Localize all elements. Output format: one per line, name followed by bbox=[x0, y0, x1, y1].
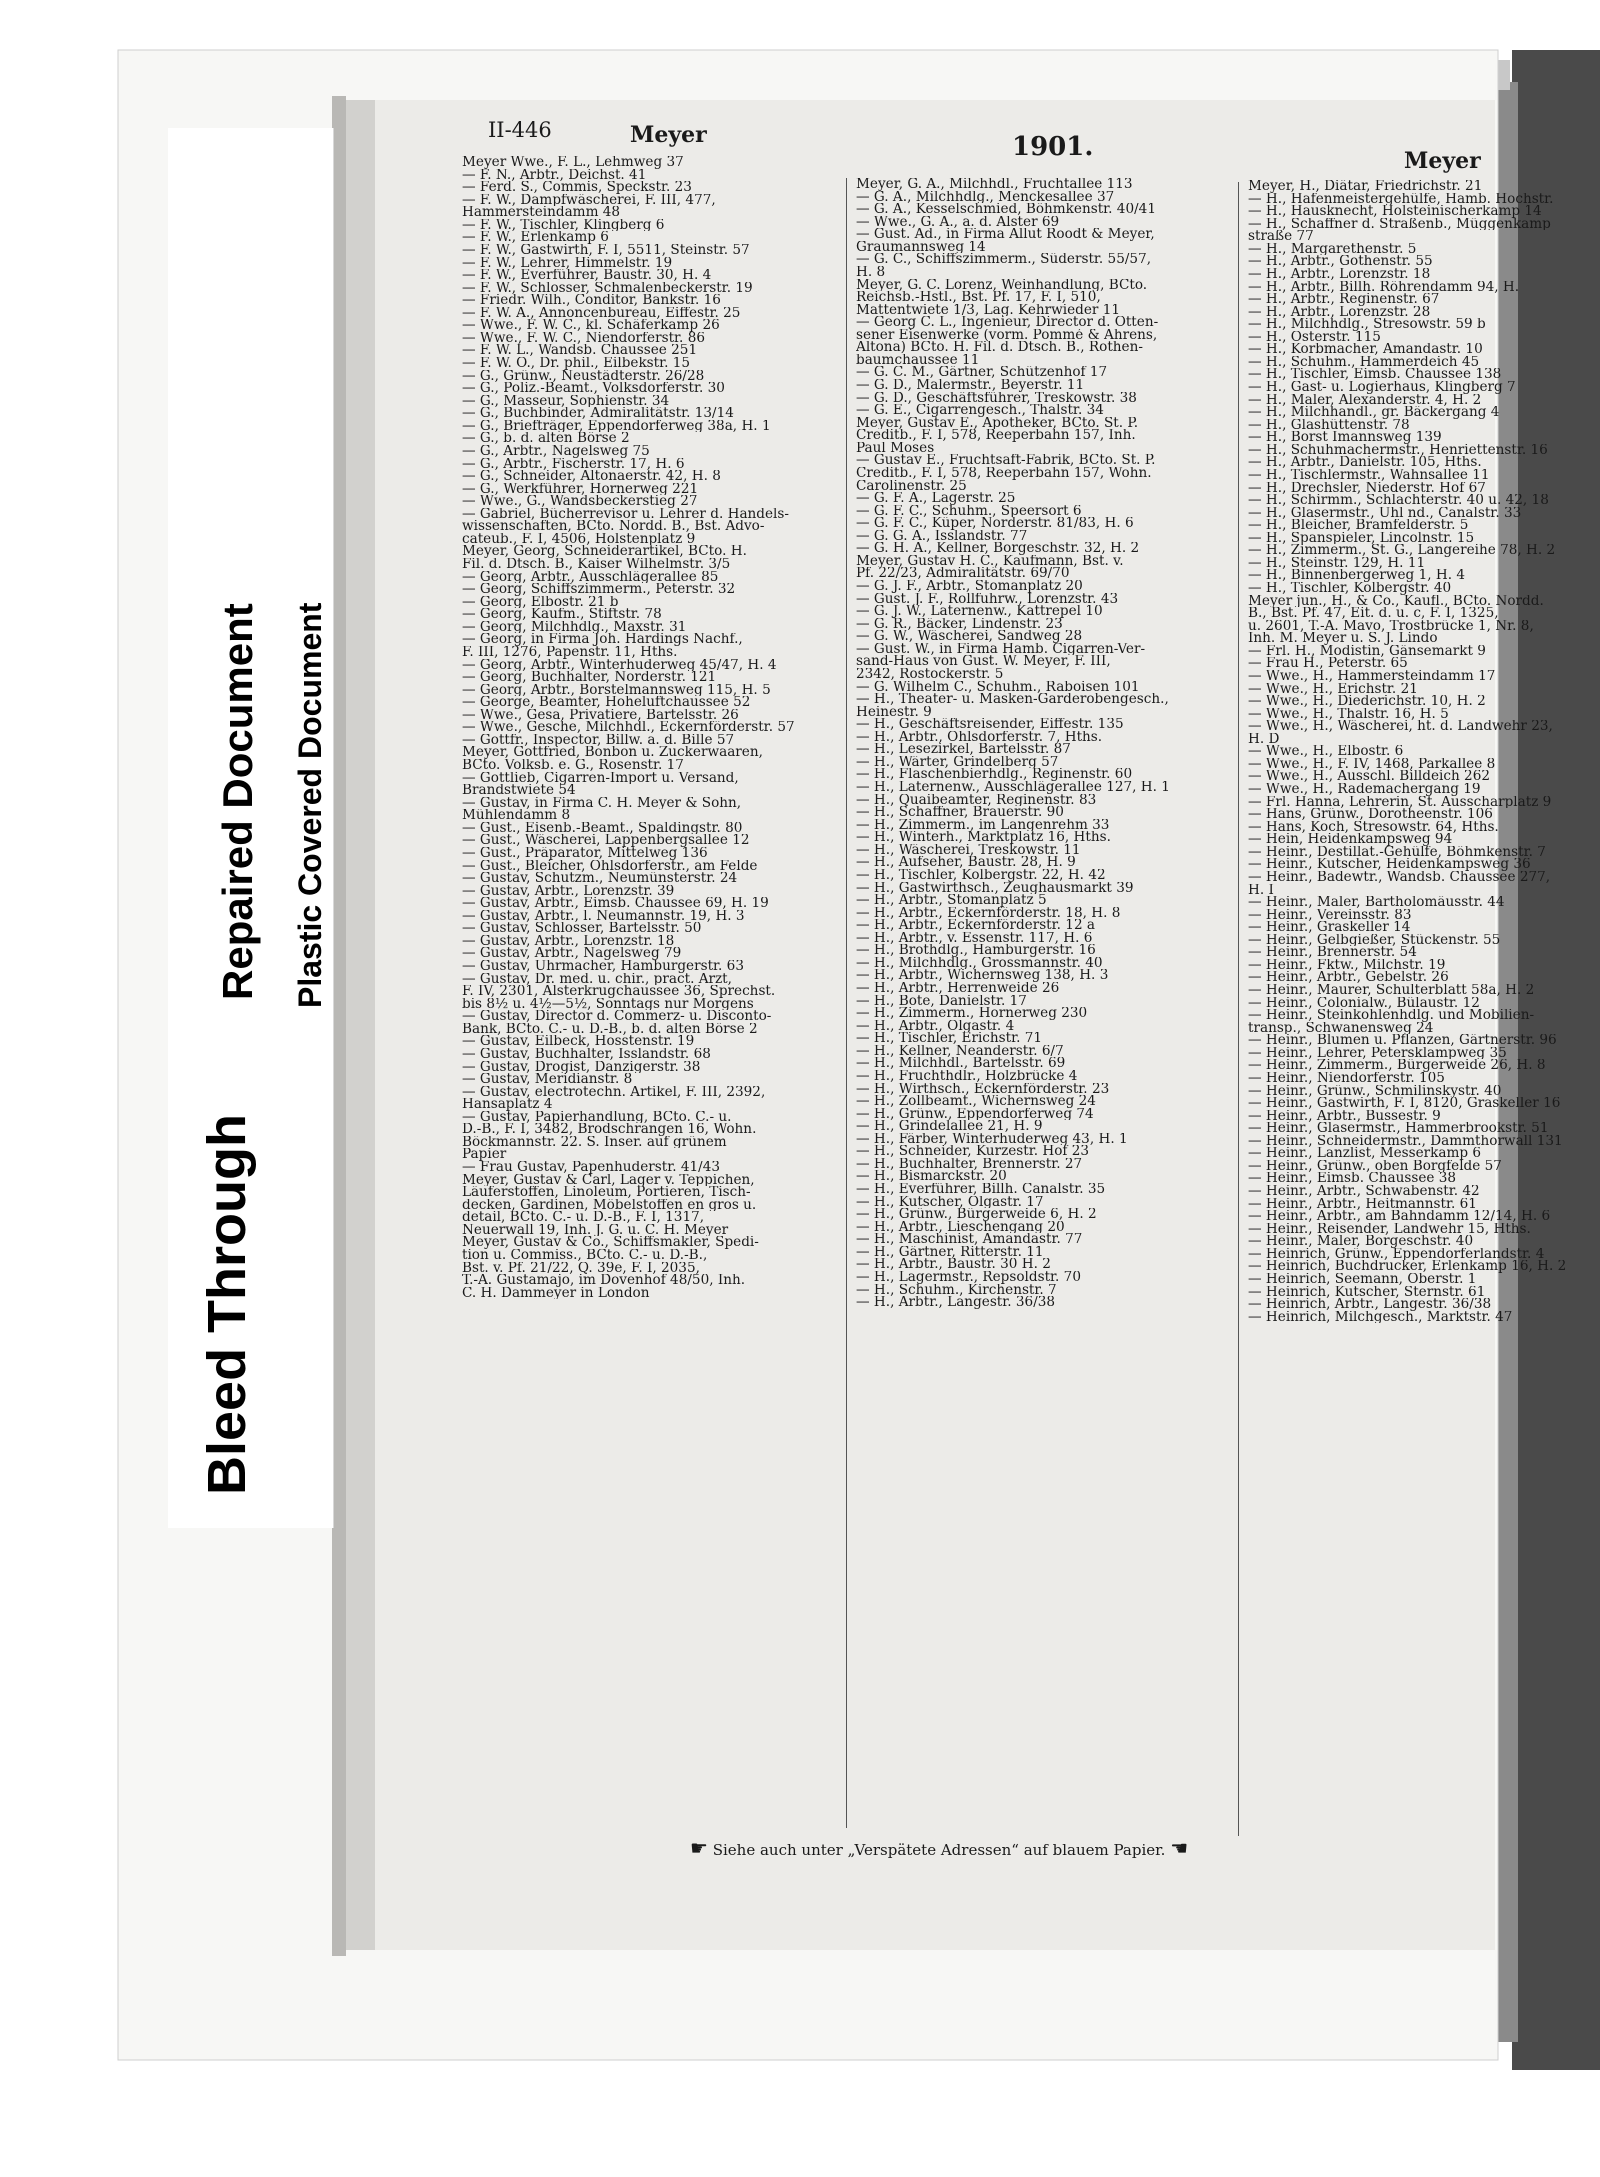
directory-entry-line: — H., Glashüttenstr. 78 bbox=[1248, 418, 1410, 432]
directory-entry-line: Bst. v. Pf. 21/22, Q. 39e, F. I, 2035, bbox=[462, 1261, 700, 1275]
directory-entry-line: F. III, 1276, Papenstr. 11, Hths. bbox=[462, 645, 678, 659]
directory-entry-line: — H., Arbtr., Lieschengang 20 bbox=[856, 1220, 1065, 1234]
directory-entry-line: — Heinr., Arbtr., Heitmannstr. 61 bbox=[1248, 1197, 1477, 1211]
directory-entry-line: — F. W. O., Dr. phil., Eilbekstr. 15 bbox=[462, 357, 691, 370]
directory-entry-line: — G. D., Geschäftsführer, Treskowstr. 38 bbox=[856, 391, 1137, 405]
directory-entry-line: — Hans, Grünw., Dorotheenstr. 106 bbox=[1248, 808, 1493, 821]
directory-entry-line: — G. F. C., Schuhm., Speersort 6 bbox=[856, 504, 1082, 518]
directory-entry-line: — Heinr., Niendorferstr. 105 bbox=[1248, 1071, 1445, 1085]
directory-entry-line: — Heinr., Maler, Borgeschstr. 40 bbox=[1248, 1235, 1474, 1248]
directory-entry-line: — H., Fruchthdlr., Holzbrücke 4 bbox=[856, 1069, 1078, 1083]
directory-entry-line: — G., Schneider, Altonaerstr. 42, H. 8 bbox=[462, 470, 721, 483]
directory-entry-line: Mühlendamm 8 bbox=[462, 809, 571, 822]
directory-entry-line: — Gust. J. F., Rollfuhrw., Lorenzstr. 43 bbox=[856, 592, 1119, 606]
directory-entry-line: baumchaussee 11 bbox=[856, 353, 980, 367]
directory-entry-line: — Gust. W., in Firma Hamb. Cigarren-Ver- bbox=[856, 642, 1146, 656]
directory-entry-line: — H., Schaffner, Brauerstr. 90 bbox=[856, 806, 1064, 819]
directory-entry-line: — H., Schuhmachermstr., Henriettenstr. 16 bbox=[1248, 443, 1548, 457]
directory-entry-line: — H., Drechsler, Niederstr. Hof 67 bbox=[1248, 481, 1486, 495]
directory-entry-line: — Heinr., Grünw., oben Borgfelde 57 bbox=[1248, 1159, 1502, 1173]
directory-entry-line: — Gustav, Drogist, Danzigerstr. 38 bbox=[462, 1060, 701, 1074]
directory-entry-line: — Wwe., H., Erichstr. 21 bbox=[1248, 682, 1418, 696]
directory-entry-line: — H., Lesezirkel, Bartelsstr. 87 bbox=[856, 743, 1071, 756]
directory-entry-line: D.-B., F. I, 3482, Brodschrangen 16, Wohn. bbox=[462, 1123, 757, 1136]
directory-entry-line: — H., Arbtr., Eckernförderstr. 12 a bbox=[856, 919, 1096, 932]
directory-entry-line: — Gust., Wäscherei, Lappenbergsallee 12 bbox=[462, 834, 750, 847]
directory-entry-line: Meyer, G. A., Milchhdl., Fruchtallee 113 bbox=[856, 178, 1133, 191]
directory-entry-line: Neuerwall 19, Inh. J. G. u. C. H. Meyer bbox=[462, 1223, 729, 1237]
directory-entry-line: Carolinenstr. 25 bbox=[856, 479, 967, 493]
directory-entry-line: — H., Everführer, Billh. Canalstr. 35 bbox=[856, 1183, 1106, 1196]
directory-entry-line: — G., Werkführer, Hornerweg 221 bbox=[462, 482, 699, 496]
directory-entry-line: — F. W., Dampfwäscherei, F. III, 477, bbox=[462, 193, 716, 207]
column-rule bbox=[846, 178, 847, 1828]
directory-entry-line: F. IV, 2301, Alsterkrugchaussee 36, Sprechst. bbox=[462, 985, 776, 998]
directory-entry-line: — H., Glasermstr., Uhl nd., Canalstr. 33 bbox=[1248, 506, 1522, 520]
directory-entry-line: — Heinrich, Buchdrucker, Erlenkamp 16, H. 2 bbox=[1248, 1260, 1567, 1273]
directory-entry-line: — Gust., Bleicher, Ohlsdorferstr., am Felde bbox=[462, 859, 758, 873]
directory-entry-line: — Wwe., F. W. C., kl. Schäferkamp 26 bbox=[462, 319, 720, 332]
directory-entry-line: sener Eisenwerke (vorm. Pommé & Ahrens, bbox=[856, 328, 1158, 342]
directory-entry-line: — Gustav E., Fruchtsaft-Fabrik, BCto. St. P. bbox=[856, 454, 1156, 467]
directory-entry-line: — H., Gastwirthsch., Zeughausmarkt 39 bbox=[856, 881, 1134, 895]
directory-entry-line: — Wwe., H., Thalstr. 16, H. 5 bbox=[1248, 707, 1449, 721]
directory-entry-line: — Wwe., H., Diederichstr. 10, H. 2 bbox=[1248, 695, 1486, 708]
directory-entry-line: — Heinr., Arbtr., Gebelstr. 26 bbox=[1248, 971, 1449, 984]
directory-entry-line: Creditb., F. I, 578, Reeperbahn 157, Inh. bbox=[856, 429, 1136, 442]
directory-entry-line: Inh. M. Meyer u. S. J. Lindo bbox=[1248, 632, 1438, 645]
directory-entry-line: Hammersteindamm 48 bbox=[462, 206, 621, 219]
directory-entry-line: Meyer, Georg, Schneiderartikel, BCto. H. bbox=[462, 545, 747, 558]
running-head-right: Meyer bbox=[1404, 148, 1481, 174]
directory-entry-line: 2342, Rostockerstr. 5 bbox=[856, 667, 1004, 681]
directory-entry-line: Meyer Wwe., F. L., Lehmweg 37 bbox=[462, 156, 684, 169]
directory-entry-line: — Wwe., H., Ausschl. Billdeich 262 bbox=[1248, 770, 1490, 783]
directory-entry-line: — H., Spanspieler, Lincolnstr. 15 bbox=[1248, 531, 1475, 545]
directory-entry-line: Böckmannstr. 22. S. Inser. auf grünem bbox=[462, 1135, 727, 1149]
directory-entry-line: — George, Beamter, Hoheluftchaussee 52 bbox=[462, 696, 751, 709]
directory-entry-line: — G. J. W., Laternenw., Kattrepel 10 bbox=[856, 605, 1103, 618]
directory-entry-line: — H., Arbtr., Gothenstr. 55 bbox=[1248, 255, 1433, 268]
directory-entry-line: C. H. Dammeyer in London bbox=[462, 1286, 650, 1300]
directory-entry-line: — H., Hausknecht, Holsteinischerkamp 14 bbox=[1248, 205, 1542, 218]
directory-entry-line: — G. F. C., Küper, Norderstr. 81/83, H. 6 bbox=[856, 517, 1134, 530]
directory-entry-line: decken, Gardinen, Möbelstoffen en gros u. bbox=[462, 1198, 757, 1212]
directory-entry-line: Mattentwiete 1/3, Lag. Kehrwieder 11 bbox=[856, 303, 1121, 317]
directory-entry-line: H. I bbox=[1248, 883, 1274, 897]
directory-entry-line: — Heinr., Gelbgießer, Stückenstr. 55 bbox=[1248, 933, 1501, 947]
directory-entry-line: — H., Osterstr. 115 bbox=[1248, 330, 1381, 344]
directory-entry-line: — Gustav, Meridianstr. 8 bbox=[462, 1073, 633, 1086]
directory-entry-line: — Hein, Heidenkampsweg 94 bbox=[1248, 833, 1453, 846]
directory-entry-line: — G., b. d. alten Börse 2 bbox=[462, 432, 630, 445]
directory-entry-line: — Gustav, Eilbeck, Hosstenstr. 19 bbox=[462, 1035, 695, 1048]
directory-entry-line: — H., Aufseher, Baustr. 28, H. 9 bbox=[856, 856, 1076, 869]
directory-entry-line: — Georg, Milchhdlg., Maxstr. 31 bbox=[462, 620, 687, 634]
directory-entry-line: — G., Arbtr., Nagelsweg 75 bbox=[462, 444, 650, 458]
directory-entry-line: — H., Grindelallee 21, H. 9 bbox=[856, 1120, 1043, 1133]
directory-entry-line: — Gustav, Arbtr., Eimsb. Chaussee 69, H. 19 bbox=[462, 897, 769, 910]
directory-entry-line: — Heinr., Gastwirth, F. I, 8120, Graskeller 16 bbox=[1248, 1097, 1561, 1110]
directory-entry-line: u. 2601, T.-A. Mavo, Trostbrücke 1, Nr. 8, bbox=[1248, 619, 1534, 633]
directory-entry-line: — G. W., Wäscherei, Sandweg 28 bbox=[856, 630, 1083, 643]
directory-entry-line: — H., Arbtr., Lorenzstr. 18 bbox=[1248, 267, 1431, 281]
directory-entry-line: — H., Schuhm., Hammerdeich 45 bbox=[1248, 355, 1480, 369]
page-number: II-446 bbox=[488, 118, 552, 142]
directory-entry-line: — H., Milchhdlg., Stresowstr. 59 b bbox=[1248, 318, 1486, 331]
directory-entry-line: cateub., F. I, 4506, Holstenplatz 9 bbox=[462, 532, 696, 546]
directory-entry-line: Pf. 22/23, Admiralitätstr. 69/70 bbox=[856, 567, 1070, 580]
pointing-hand-icon: ☚ bbox=[1170, 1836, 1189, 1860]
directory-entry-line: — H., Arbtr., Billh. Röhrendamm 94, H. bbox=[1248, 280, 1520, 294]
directory-entry-line: — H., Zimmerm., Hornerweg 230 bbox=[856, 1007, 1088, 1020]
directory-entry-line: — Heinr., Fktw., Milchstr. 19 bbox=[1248, 958, 1446, 972]
directory-entry-line: Papier bbox=[462, 1148, 507, 1161]
directory-entry-line: — Gust., Eisenb.-Beamt., Spaldingstr. 80 bbox=[462, 821, 743, 835]
directory-entry-line: straße 77 bbox=[1248, 230, 1314, 243]
directory-entry-line: — Wwe., G. A., a. d. Alster 69 bbox=[856, 215, 1060, 229]
directory-entry-line: transp., Schwanensweg 24 bbox=[1248, 1021, 1434, 1035]
directory-entry-line: — Heinr., Blumen u. Pflanzen, Gärtnerstr. 96 bbox=[1248, 1034, 1557, 1047]
directory-entry-line: — H., Binnenbergerweg 1, H. 4 bbox=[1248, 569, 1466, 582]
directory-entry-line: — F. W. A., Annoncenbureau, Eiffestr. 25 bbox=[462, 306, 741, 320]
directory-entry-line: — H., Hafenmeistergehülfe, Hamb. Hochstr. bbox=[1248, 192, 1554, 206]
directory-entry-line: — Heinr., Vereinsstr. 83 bbox=[1248, 908, 1412, 922]
directory-entry-line: — G. G. A., Isslandstr. 77 bbox=[856, 529, 1028, 543]
directory-entry-line: — H., Tischler, Kolbergstr. 40 bbox=[1248, 582, 1452, 595]
directory-entry-line: Altona) BCto. H. Fil. d. Dtsch. B., Rothen- bbox=[856, 341, 1143, 354]
directory-entry-line: — Gust., Präparator, Mittelweg 136 bbox=[462, 846, 708, 860]
directory-entry-line: — H., Tischlermstr., Wahnsallee 11 bbox=[1248, 468, 1490, 482]
directory-entry-line: — Heinr., Schneidermstr., Dammthorwall 131 bbox=[1248, 1134, 1563, 1148]
directory-entry-line: — Heinr., Glasermstr., Hammerbrookstr. 51 bbox=[1248, 1122, 1549, 1135]
directory-entry-line: — Heinrich, Milchgesch., Marktstr. 47 bbox=[1248, 1310, 1513, 1324]
directory-entry-line: Bank, BCto. C.- u. D.-B., b. d. alten Börse 2 bbox=[462, 1022, 758, 1036]
directory-entry-line: — G. A., Kesselschmied, Böhmkenstr. 40/41 bbox=[856, 203, 1156, 216]
directory-entry-line: — G., Poliz.-Beamt., Volksdorferstr. 30 bbox=[462, 382, 725, 395]
directory-entry-line: — Gottfr., Inspector, Billw. a. d. Bille 57 bbox=[462, 733, 735, 747]
directory-entry-line: — H., Schneider, Kurzestr. Hof 23 bbox=[856, 1145, 1090, 1158]
directory-entry-line: — Gustav, Uhrmacher, Hamburgerstr. 63 bbox=[462, 960, 744, 973]
directory-entry-line: — Georg, Kaufm., Stiftstr. 78 bbox=[462, 608, 662, 621]
directory-entry-line: Meyer, Gustav E., Apotheker, BCto. St. P. bbox=[856, 416, 1139, 430]
directory-entry-line: — Wwe., H., Elbostr. 6 bbox=[1248, 745, 1404, 758]
directory-entry-line: — Heinr., Badewtr., Wandsb. Chaussee 277, bbox=[1248, 870, 1551, 884]
directory-entry-line: — G., Buchbinder, Admiralitätstr. 13/14 bbox=[462, 407, 734, 420]
directory-entry-line: — Heinrich, Grünw., Eppendorferlandstr. 4 bbox=[1248, 1247, 1545, 1261]
directory-entry-line: — H., Arbtr., Ohlsdorferstr. 7, Hths. bbox=[856, 730, 1103, 744]
directory-entry-line: — H., Arbtr., Stomanplatz 5 bbox=[856, 894, 1047, 907]
directory-entry-line: — Wwe., H., Wäscherei, ht. d. Landwehr 23, bbox=[1248, 720, 1553, 733]
directory-entry-line: Reichsb.-Hstl., Bst. Pf. 17, F. I, 510, bbox=[856, 291, 1101, 304]
directory-entry-line: — H., Borst Imannsweg 139 bbox=[1248, 431, 1442, 444]
directory-entry-line: — Georg, Elbostr. 21 b bbox=[462, 595, 619, 609]
directory-entry-line: — Heinrich, Kutscher, Sternstr. 61 bbox=[1248, 1285, 1486, 1299]
directory-entry-line: — F. W., Lehrer, Himmelstr. 19 bbox=[462, 256, 673, 270]
directory-entry-line: — Heinr., Arbtr., am Bahndamm 12/14, H. 6 bbox=[1248, 1210, 1551, 1223]
directory-entry-line: — H., Buchhalter, Brennerstr. 27 bbox=[856, 1157, 1083, 1171]
directory-entry-line: — Gustav, Arbtr., Lorenzstr. 39 bbox=[462, 884, 675, 898]
directory-entry-line: — H., Tischler, Eimsb. Chaussee 138 bbox=[1248, 368, 1502, 381]
directory-entry-line: — F. W., Gastwirth, F. I, 5511, Steinstr. 57 bbox=[462, 243, 750, 257]
pointing-hand-icon: ☛ bbox=[690, 1836, 708, 1860]
directory-entry-line: — H., Gärtner, Ritterstr. 11 bbox=[856, 1245, 1044, 1259]
directory-entry-line: — Frl. H., Modistin, Gänsemarkt 9 bbox=[1248, 644, 1486, 658]
directory-entry-line: — H., Färber, Winterhuderweg 43, H. 1 bbox=[856, 1132, 1128, 1146]
directory-entry-line: — H., Wärter, Grindelberg 57 bbox=[856, 755, 1059, 769]
directory-entry-line: — H., Tischler, Erichstr. 71 bbox=[856, 1032, 1043, 1045]
directory-entry-line: — Georg C. L., Ingenieur, Director d. Otten- bbox=[856, 316, 1159, 329]
directory-entry-line: — H., Winterh., Marktplatz 16, Hths. bbox=[856, 831, 1111, 844]
directory-entry-line: — H., Milchhdlg., Grossmannstr. 40 bbox=[856, 956, 1103, 970]
directory-entry-line: — F. W. L., Wandsb. Chaussee 251 bbox=[462, 344, 698, 357]
directory-entry-line: — H., Korbmacher, Amandastr. 10 bbox=[1248, 343, 1483, 356]
directory-entry-line: — H., Theater- u. Masken-Garderobengesch., bbox=[856, 693, 1169, 706]
directory-entry-line: Paul Moses bbox=[856, 441, 935, 455]
directory-entry-line: — Wwe., F. W. C., Niendorferstr. 86 bbox=[462, 331, 705, 345]
directory-entry-line: — H., Arbtr., Olgastr. 4 bbox=[856, 1019, 1015, 1033]
directory-entry-line: Meyer, Gottfried, Bonbon u. Zuckerwaaren, bbox=[462, 746, 763, 759]
directory-entry-line: — Heinr., Lanzlist, Messerkamp 6 bbox=[1248, 1147, 1482, 1160]
directory-entry-line: — Georg, Arbtr., Ausschlägerallee 85 bbox=[462, 570, 719, 584]
directory-entry-line: — H., Arbtr., Langestr. 36/38 bbox=[856, 1296, 1056, 1309]
directory-entry-line: — Heinr., Reisender, Landwehr 15, Hths. bbox=[1248, 1222, 1531, 1236]
directory-entry-line: tion u. Commiss., BCto. C.- u. D.-B., bbox=[462, 1248, 708, 1262]
directory-entry-line: — H., Schirmm., Schlachterstr. 40 u. 42, 18 bbox=[1248, 494, 1549, 507]
directory-entry-line: Meyer jun., H., & Co., Kaufl., BCto. Nordd. bbox=[1248, 594, 1544, 608]
directory-entry-line: Hansaplatz 4 bbox=[462, 1098, 553, 1111]
directory-entry-line: — H., Maschinist, Amandastr. 77 bbox=[856, 1233, 1083, 1246]
label-bleed-through: Bleed Through bbox=[197, 1114, 257, 1495]
directory-entry-line: — H., Geschäftsreisender, Eiffestr. 135 bbox=[856, 718, 1124, 731]
directory-entry-line: — Georg, in Firma Joh. Hardings Nachf., bbox=[462, 633, 743, 646]
directory-entry-line: — F. N., Arbtr., Deichst. 41 bbox=[462, 168, 647, 182]
directory-entry-line: — Heinr., Maurer, Schulterblatt 58a, H. 2 bbox=[1248, 984, 1535, 997]
directory-entry-line: Meyer, H., Diätar, Friedrichstr. 21 bbox=[1248, 180, 1483, 193]
directory-entry-line: — H., Zollbeamt., Wichernsweg 24 bbox=[856, 1095, 1096, 1108]
directory-entry-line: — Gustav, Schutzm., Neumünsterstr. 24 bbox=[462, 872, 738, 885]
directory-entry-line: — G. Wilhelm C., Schuhm., Raboisen 101 bbox=[856, 680, 1140, 694]
directory-entry-line: Meyer, Gustav H. C., Kaufmann, Bst. v. bbox=[856, 554, 1124, 568]
directory-entry-line: — H., Grünw., Bürgerweide 6, H. 2 bbox=[856, 1208, 1097, 1221]
directory-entry-line: — H., Steinstr. 129, H. 11 bbox=[1248, 556, 1426, 570]
directory-entry-line: — H., Margarethenstr. 5 bbox=[1248, 242, 1417, 256]
directory-entry-line: detail, BCto. C.- u. D.-B., F. I, 1317, bbox=[462, 1211, 705, 1224]
directory-entry-line: — Frl. Hanna, Lehrerin, St. Ausscharplatz 9 bbox=[1248, 795, 1552, 809]
directory-entry-line: — H., Arbtr., Baustr. 30 H. 2 bbox=[856, 1258, 1051, 1271]
directory-entry-line: — H., Arbtr., Wichernsweg 138, H. 3 bbox=[856, 969, 1109, 982]
directory-column-right bbox=[1248, 180, 1600, 1323]
directory-entry-line: — H., Milchhandl., gr. Bäckergang 4 bbox=[1248, 406, 1500, 419]
directory-entry-line: — Heinr., Brennerstr. 54 bbox=[1248, 946, 1417, 959]
directory-entry-line: — H., Kellner, Neanderstr. 6/7 bbox=[856, 1044, 1064, 1058]
label-plastic-covered: Plastic Covered Document bbox=[292, 602, 328, 1008]
directory-entry-line: — Heinr., Steinkohlenhdlg. und Mobilien- bbox=[1248, 1009, 1535, 1022]
directory-entry-line: — Hans, Koch, Stresowstr. 64, Hths. bbox=[1248, 820, 1499, 834]
directory-entry-line: — Heinr., Eimsb. Chaussee 38 bbox=[1248, 1172, 1457, 1185]
directory-entry-line: — Gustav, Director d. Commerz- u. Disconto- bbox=[462, 1010, 772, 1023]
directory-entry-line: Meyer, Gustav & Co., Schiffsmakler, Spedi- bbox=[462, 1236, 759, 1249]
directory-entry-line: — H., Gast- u. Logierhaus, Klingberg 7 bbox=[1248, 381, 1516, 394]
directory-entry-line: — G., Arbtr., Fischerstr. 17, H. 6 bbox=[462, 457, 685, 471]
directory-entry-line: — Gabriel, Bücherrevisor u. Lehrer d. Handels- bbox=[462, 507, 789, 521]
directory-entry-line: — Heinr., Destillat.-Gehülfe, Böhmkenstr. 7 bbox=[1248, 845, 1546, 859]
directory-entry-line: — Gustav, Arbtr., Nagelsweg 79 bbox=[462, 947, 682, 960]
directory-entry-line: — Gustav, Schlosser, Bartelsstr. 50 bbox=[462, 922, 702, 935]
directory-entry-line: — H., Brothdlg., Hamburgerstr. 16 bbox=[856, 944, 1096, 957]
directory-entry-line: B., Bst. Pf. 47, Eit. d. u. c, F. I, 1325, bbox=[1248, 607, 1499, 620]
directory-entry-line: Läuferstoffen, Linoleum, Portieren, Tisch- bbox=[462, 1186, 751, 1199]
directory-entry-line: — Wwe., Gesche, Milchhdl., Eckernförderstr. 57 bbox=[462, 721, 795, 734]
directory-entry-line: — G. F. A., Lagerstr. 25 bbox=[856, 492, 1016, 505]
running-head-left: Meyer bbox=[630, 122, 707, 148]
directory-entry-line: Fil. d. Dtsch. B., Kaiser Wilhelmstr. 3/5 bbox=[462, 558, 731, 571]
directory-entry-line: — H., Lagermstr., Repsoldstr. 70 bbox=[856, 1270, 1081, 1284]
directory-entry-line: — Wwe., G., Wandsbeckerstieg 27 bbox=[462, 495, 698, 508]
directory-entry-line: — H., Tischler, Kolbergstr. 22, H. 42 bbox=[856, 868, 1106, 882]
directory-entry-line: — H., Schuhm., Kirchenstr. 7 bbox=[856, 1283, 1057, 1297]
directory-entry-line: Meyer, Gustav & Carl, Lager v. Teppichen, bbox=[462, 1173, 755, 1187]
directory-entry-line: — Gustav, Arbtr., l. Neumannstr. 19, H. 3 bbox=[462, 909, 745, 923]
directory-entry-line: — H., Arbtr., Herrenweide 26 bbox=[856, 982, 1060, 995]
footer-note bbox=[690, 1836, 1188, 1860]
directory-entry-line: — F. W., Schlosser, Schmalenbeckerstr. 19 bbox=[462, 281, 753, 295]
directory-entry-line: — Georg, Buchhalter, Norderstr. 121 bbox=[462, 671, 717, 684]
directory-entry-line: — H., Wäscherei, Treskowstr. 11 bbox=[856, 843, 1081, 857]
directory-entry-line: — Georg, Arbtr., Borstelmannsweg 115, H. 5 bbox=[462, 683, 771, 697]
directory-entry-line: — Gustav, in Firma C. H. Meyer & Sohn, bbox=[462, 796, 742, 810]
directory-entry-line: — Heinr., Lehrer, Petersklampweg 35 bbox=[1248, 1046, 1507, 1060]
directory-entry-line: Meyer, G. C. Lorenz, Weinhandlung, BCto. bbox=[856, 278, 1148, 292]
directory-entry-line: bis 8½ u. 4½—5½, Sonntags nur Morgens bbox=[462, 997, 754, 1011]
directory-entry-line: — Wwe., H., Rademachergang 19 bbox=[1248, 783, 1481, 796]
directory-entry-line: — H., Arbtr., Eckernförderstr. 18, H. 8 bbox=[856, 906, 1121, 920]
directory-column-middle bbox=[856, 178, 1220, 1309]
directory-entry-line: — G. E., Cigarrengesch., Thalstr. 34 bbox=[856, 404, 1104, 417]
directory-entry-line: — Heinrich, Seemann, Oberstr. 1 bbox=[1248, 1272, 1477, 1286]
directory-entry-line: — H., Quaibeamter, Reginenstr. 83 bbox=[856, 793, 1097, 807]
directory-entry-line: — Georg, Schiffszimmerm., Peterstr. 32 bbox=[462, 583, 736, 596]
directory-entry-line: — G. R., Bäcker, Lindenstr. 23 bbox=[856, 617, 1063, 631]
directory-entry-line: — H., Zimmerm., St. G., Langereihe 78, H. 2 bbox=[1248, 544, 1556, 557]
directory-entry-line: H. D bbox=[1248, 732, 1280, 746]
directory-entry-line: — Heinr., Grünw., Schmilinskystr. 40 bbox=[1248, 1084, 1502, 1098]
directory-entry-line: — H., Bismarckstr. 20 bbox=[856, 1170, 1007, 1183]
directory-entry-line: — H., Grünw., Eppendorferweg 74 bbox=[856, 1107, 1094, 1121]
directory-entry-line: — Gustav, Buchhalter, Isslandstr. 68 bbox=[462, 1047, 711, 1061]
directory-entry-line: — H., Arbtr., v. Essenstr. 117, H. 6 bbox=[856, 931, 1093, 945]
directory-entry-line: Graumannsweg 14 bbox=[856, 240, 986, 254]
directory-entry-line: — H., Milchhdl., Bartelsstr. 69 bbox=[856, 1057, 1066, 1070]
directory-entry-line: — F. W., Tischler, Klingberg 6 bbox=[462, 218, 665, 232]
directory-entry-line: — H., Kutscher, Olgastr. 17 bbox=[856, 1195, 1044, 1209]
directory-entry-line: — H., Flaschenbierhdlg., Reginenstr. 60 bbox=[856, 768, 1133, 781]
directory-entry-line: — Heinrich, Arbtr., Langestr. 36/38 bbox=[1248, 1298, 1492, 1311]
directory-entry-line: sand-Haus von Gust. W. Meyer, F. III, bbox=[856, 655, 1111, 668]
directory-entry-line: — Heinr., Arbtr., Schwabenstr. 42 bbox=[1248, 1185, 1480, 1198]
directory-entry-line: — H., Arbtr., Lorenzstr. 28 bbox=[1248, 305, 1431, 319]
directory-entry-line: wissenschaften, BCto. Nordd. B., Bst. Advo- bbox=[462, 520, 765, 533]
directory-entry-line: — Gustav, Papierhandlung, BCto. C.- u. bbox=[462, 1110, 732, 1124]
directory-entry-line: Creditb., F. I, 578, Reeperbahn 157, Wohn. bbox=[856, 466, 1152, 480]
directory-entry-line: — Gustav, Arbtr., Lorenzstr. 18 bbox=[462, 934, 675, 948]
directory-entry-line: — H., Maler, Alexanderstr. 4, H. 2 bbox=[1248, 393, 1482, 407]
directory-entry-line: — Gottlieb, Cigarren-Import u. Versand, bbox=[462, 771, 739, 785]
directory-entry-line: — G. A., Milchhdlg., Menckesallee 37 bbox=[856, 190, 1115, 204]
directory-entry-line: — G. C., Schiffszimmerm., Süderstr. 55/57, bbox=[856, 253, 1152, 266]
directory-entry-line: — F. W., Erlenkamp 6 bbox=[462, 231, 609, 244]
directory-entry-line: Heinestr. 9 bbox=[856, 705, 932, 719]
directory-entry-line: — Friedr. Wilh., Conditor, Bankstr. 16 bbox=[462, 294, 721, 307]
footer-text: Siehe auch unter „Verspätete Adressen“ auf blauem Papier. bbox=[712, 1841, 1166, 1859]
directory-entry-line: — G. J. F., Arbtr., Stomanplatz 20 bbox=[856, 580, 1083, 593]
directory-entry-line: — Wwe., H., F. IV, 1468, Parkallee 8 bbox=[1248, 757, 1496, 771]
column-rule bbox=[1238, 182, 1239, 1836]
directory-entry-line: — G. D., Malermstr., Beyerstr. 11 bbox=[856, 379, 1085, 392]
directory-entry-line: — G., Masseur, Sophienstr. 34 bbox=[462, 394, 670, 408]
directory-entry-line: — H., Zimmerm., im Langenrehm 33 bbox=[856, 818, 1110, 832]
directory-entry-line: — Heinr., Colonialw., Bülaustr. 12 bbox=[1248, 996, 1480, 1010]
directory-entry-line: — Heinr., Graskeller 14 bbox=[1248, 921, 1411, 934]
directory-entry-line: — Heinr., Maler, Bartholomäusstr. 44 bbox=[1248, 896, 1505, 909]
directory-entry-line: — H., Bleicher, Bramfelderstr. 5 bbox=[1248, 519, 1469, 532]
directory-entry-line: — H., Bote, Danielstr. 17 bbox=[856, 994, 1027, 1008]
directory-entry-line: Brandstwiete 54 bbox=[462, 784, 576, 797]
directory-entry-line: — G., Grünw., Neustädterstr. 26/28 bbox=[462, 369, 705, 383]
directory-entry-line: — Gust. Ad., in Firma Allut Roodt & Meyer, bbox=[856, 228, 1155, 241]
directory-entry-line: — H., Arbtr., Reginenstr. 67 bbox=[1248, 293, 1440, 306]
directory-entry-line: — Georg, Arbtr., Winterhuderweg 45/47, H. 4 bbox=[462, 658, 777, 672]
directory-entry-line: T.-A. Gustamajo, im Dovenhof 48/50, Inh. bbox=[462, 1274, 746, 1287]
directory-entry-line: H. 8 bbox=[856, 265, 886, 279]
directory-entry-line: — H., Laternenw., Ausschlägerallee 127, H. 1 bbox=[856, 781, 1170, 794]
directory-entry-line: — F. W., Everführer, Baustr. 30, H. 4 bbox=[462, 269, 712, 282]
directory-entry-line: — Frau H., Peterstr. 65 bbox=[1248, 657, 1408, 670]
directory-entry-line: — G. C. M., Gärtner, Schützenhof 17 bbox=[856, 366, 1108, 379]
directory-entry-line: — H., Arbtr., Danielstr. 105, Hths. bbox=[1248, 456, 1482, 469]
label-repaired-document: Repaired Document bbox=[214, 603, 261, 1000]
directory-entry-line: BCto. Volksb. e. G., Rosenstr. 17 bbox=[462, 759, 684, 772]
directory-entry-line: — G., Briefträger, Eppendorferweg 38a, H. 1 bbox=[462, 419, 771, 433]
directory-entry-line: — H., Wirthsch., Eckernförderstr. 23 bbox=[856, 1082, 1110, 1096]
directory-entry-line: — Heinr., Kutscher, Heidenkampsweg 36 bbox=[1248, 858, 1531, 871]
directory-entry-line: — H., Schaffner d. Straßenb., Müggenkamp bbox=[1248, 217, 1551, 231]
directory-entry-line: — G. H. A., Kellner, Borgeschstr. 32, H. 2 bbox=[856, 542, 1140, 555]
directory-entry-line: — Wwe., H., Hammersteindamm 17 bbox=[1248, 669, 1496, 683]
directory-entry-line: — Frau Gustav, Papenhuderstr. 41/43 bbox=[462, 1161, 721, 1174]
directory-entry-line: — Wwe., Gesa, Privatiere, Bartelsstr. 26 bbox=[462, 708, 739, 722]
directory-entry-line: — Gustav, Dr. med. u. chir., pract. Arzt, bbox=[462, 972, 732, 986]
directory-entry-line: — Ferd. S., Commis, Speckstr. 23 bbox=[462, 181, 692, 194]
directory-column-left bbox=[462, 156, 814, 1299]
running-head-year: 1901. bbox=[1012, 132, 1094, 162]
directory-entry-line: — Heinr., Zimmerm., Bürgerweide 26, H. 8 bbox=[1248, 1059, 1546, 1072]
directory-entry-line: — Heinr., Arbtr., Bussestr. 9 bbox=[1248, 1109, 1441, 1123]
directory-entry-line: — Gustav, electrotechn. Artikel, F. III, 2392, bbox=[462, 1085, 766, 1099]
